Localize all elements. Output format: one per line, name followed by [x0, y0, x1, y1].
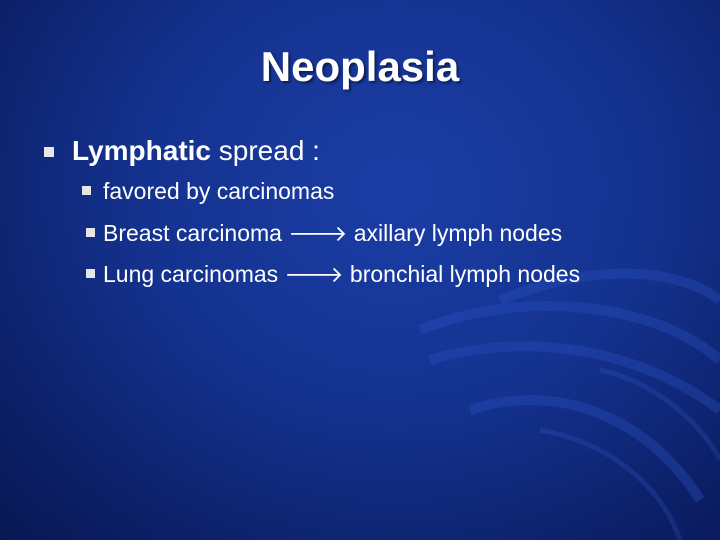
sub-bullet-square-icon — [86, 228, 95, 237]
main-bullet-rest: spread : — [211, 135, 320, 166]
sub-bullet-square-icon — [82, 186, 91, 195]
bullet-square-icon — [44, 147, 54, 157]
slide-title: Neoplasia — [260, 43, 460, 90]
right-arrow-icon: 🡒 — [288, 221, 348, 246]
right-arrow-icon: 🡒 — [284, 262, 344, 287]
sub-bullet-1-text: favored by carcinomas — [103, 178, 335, 204]
sub-bullet-2-after: axillary lymph nodes — [347, 220, 563, 246]
sub-bullet-3 — [103, 259, 580, 290]
main-bullet-strong: Lymphatic — [72, 135, 211, 166]
sub-bullet-1 — [103, 176, 334, 206]
sub-bullet-2-before: Breast carcinoma — [103, 220, 289, 246]
sub-bullet-square-icon — [86, 269, 95, 278]
main-bullet-text — [72, 133, 320, 169]
sub-bullet-2 — [103, 218, 562, 249]
sub-bullet-3-after: bronchial lymph nodes — [343, 261, 581, 287]
sub-bullet-3-before: Lung carcinomas — [103, 261, 285, 287]
